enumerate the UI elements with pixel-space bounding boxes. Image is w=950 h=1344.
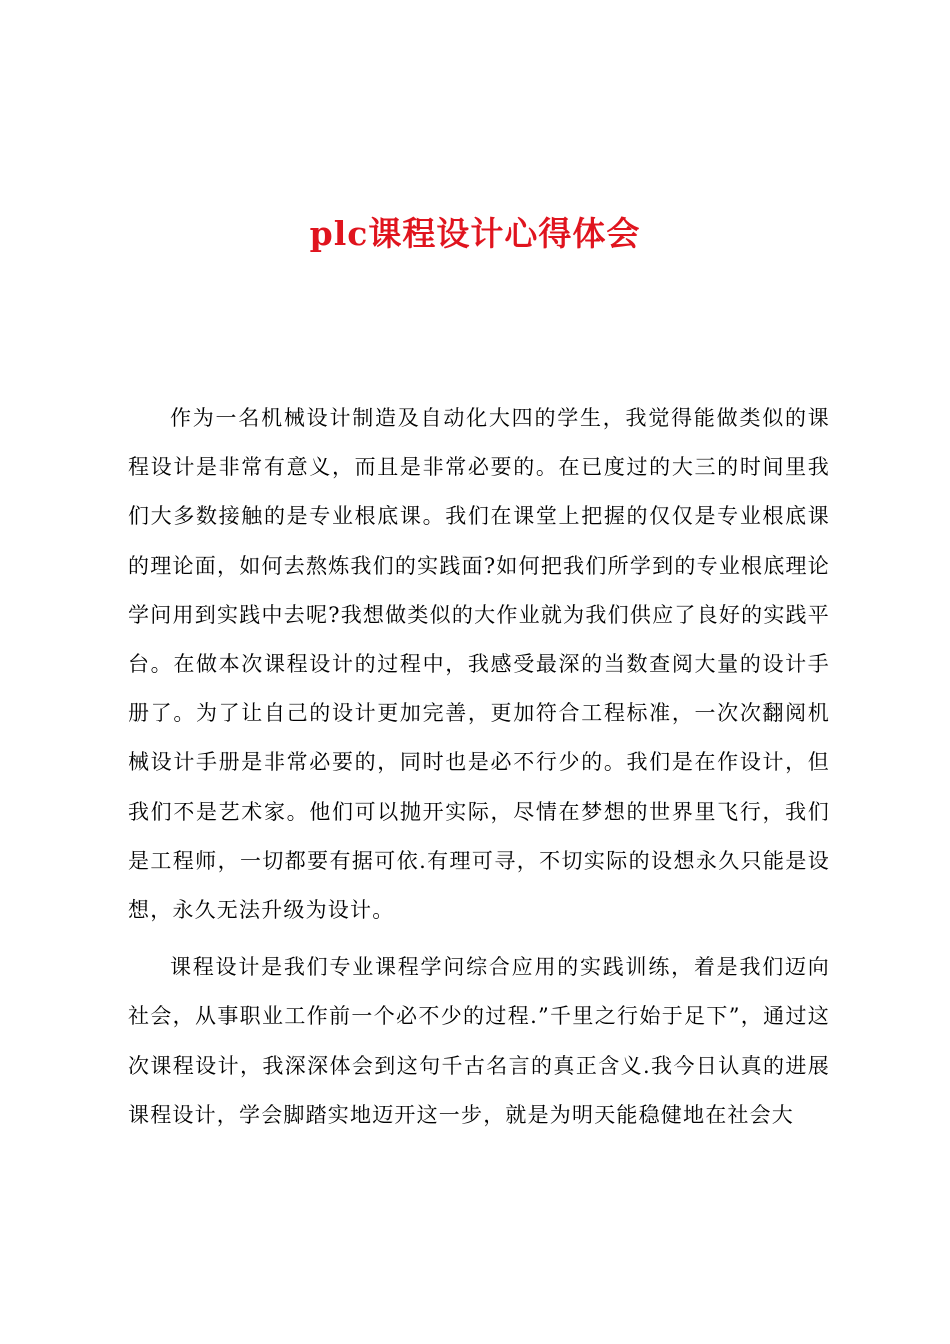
- document-title: plc课程设计心得体会: [309, 214, 641, 253]
- paragraph-2: 课程设计是我们专业课程学问综合应用的实践训练，着是我们迈向社会，从事职业工作前一个必不少的过程.”千里之行始于足下”，通过这次课程设计，我深深体会到这句千古名言的真正含义.我今日认真的进展课程设计，学会脚踏实地迈开这一步，就是为明天能稳健地在社会大: [128, 955, 830, 1127]
- paragraph-1: 作为一名机械设计制造及自动化大四的学生，我觉得能做类似的课程设计是非常有意义，而且是非常必要的。在已度过的大三的时间里我们大多数接触的是专业根底课。我们在课堂上把握的仅仅是专业根底课的理论面，如何去熬炼我们的实践面?如何把我们所学到的专业根底理论学问用到实践中去呢?我想做类似的大作业就为我们供应了良好的实践平台。在做本次课程设计的过程中，我感受最深的当数查阅大量的设计手册了。为了让自己的设计更加完善，更加符合工程标准，一次次翻阅机械设计手册是非常必要的，同时也是必不行少的。我们是在作设计，但我们不是艺术家。他们可以抛开实际，尽情在梦想的世界里飞行，我们是工程师，一切都要有据可依.有理可寻，不切实际的设想永久只能是设想，永久无法升级为设计。: [128, 406, 830, 923]
- document-body: [128, 394, 830, 1148]
